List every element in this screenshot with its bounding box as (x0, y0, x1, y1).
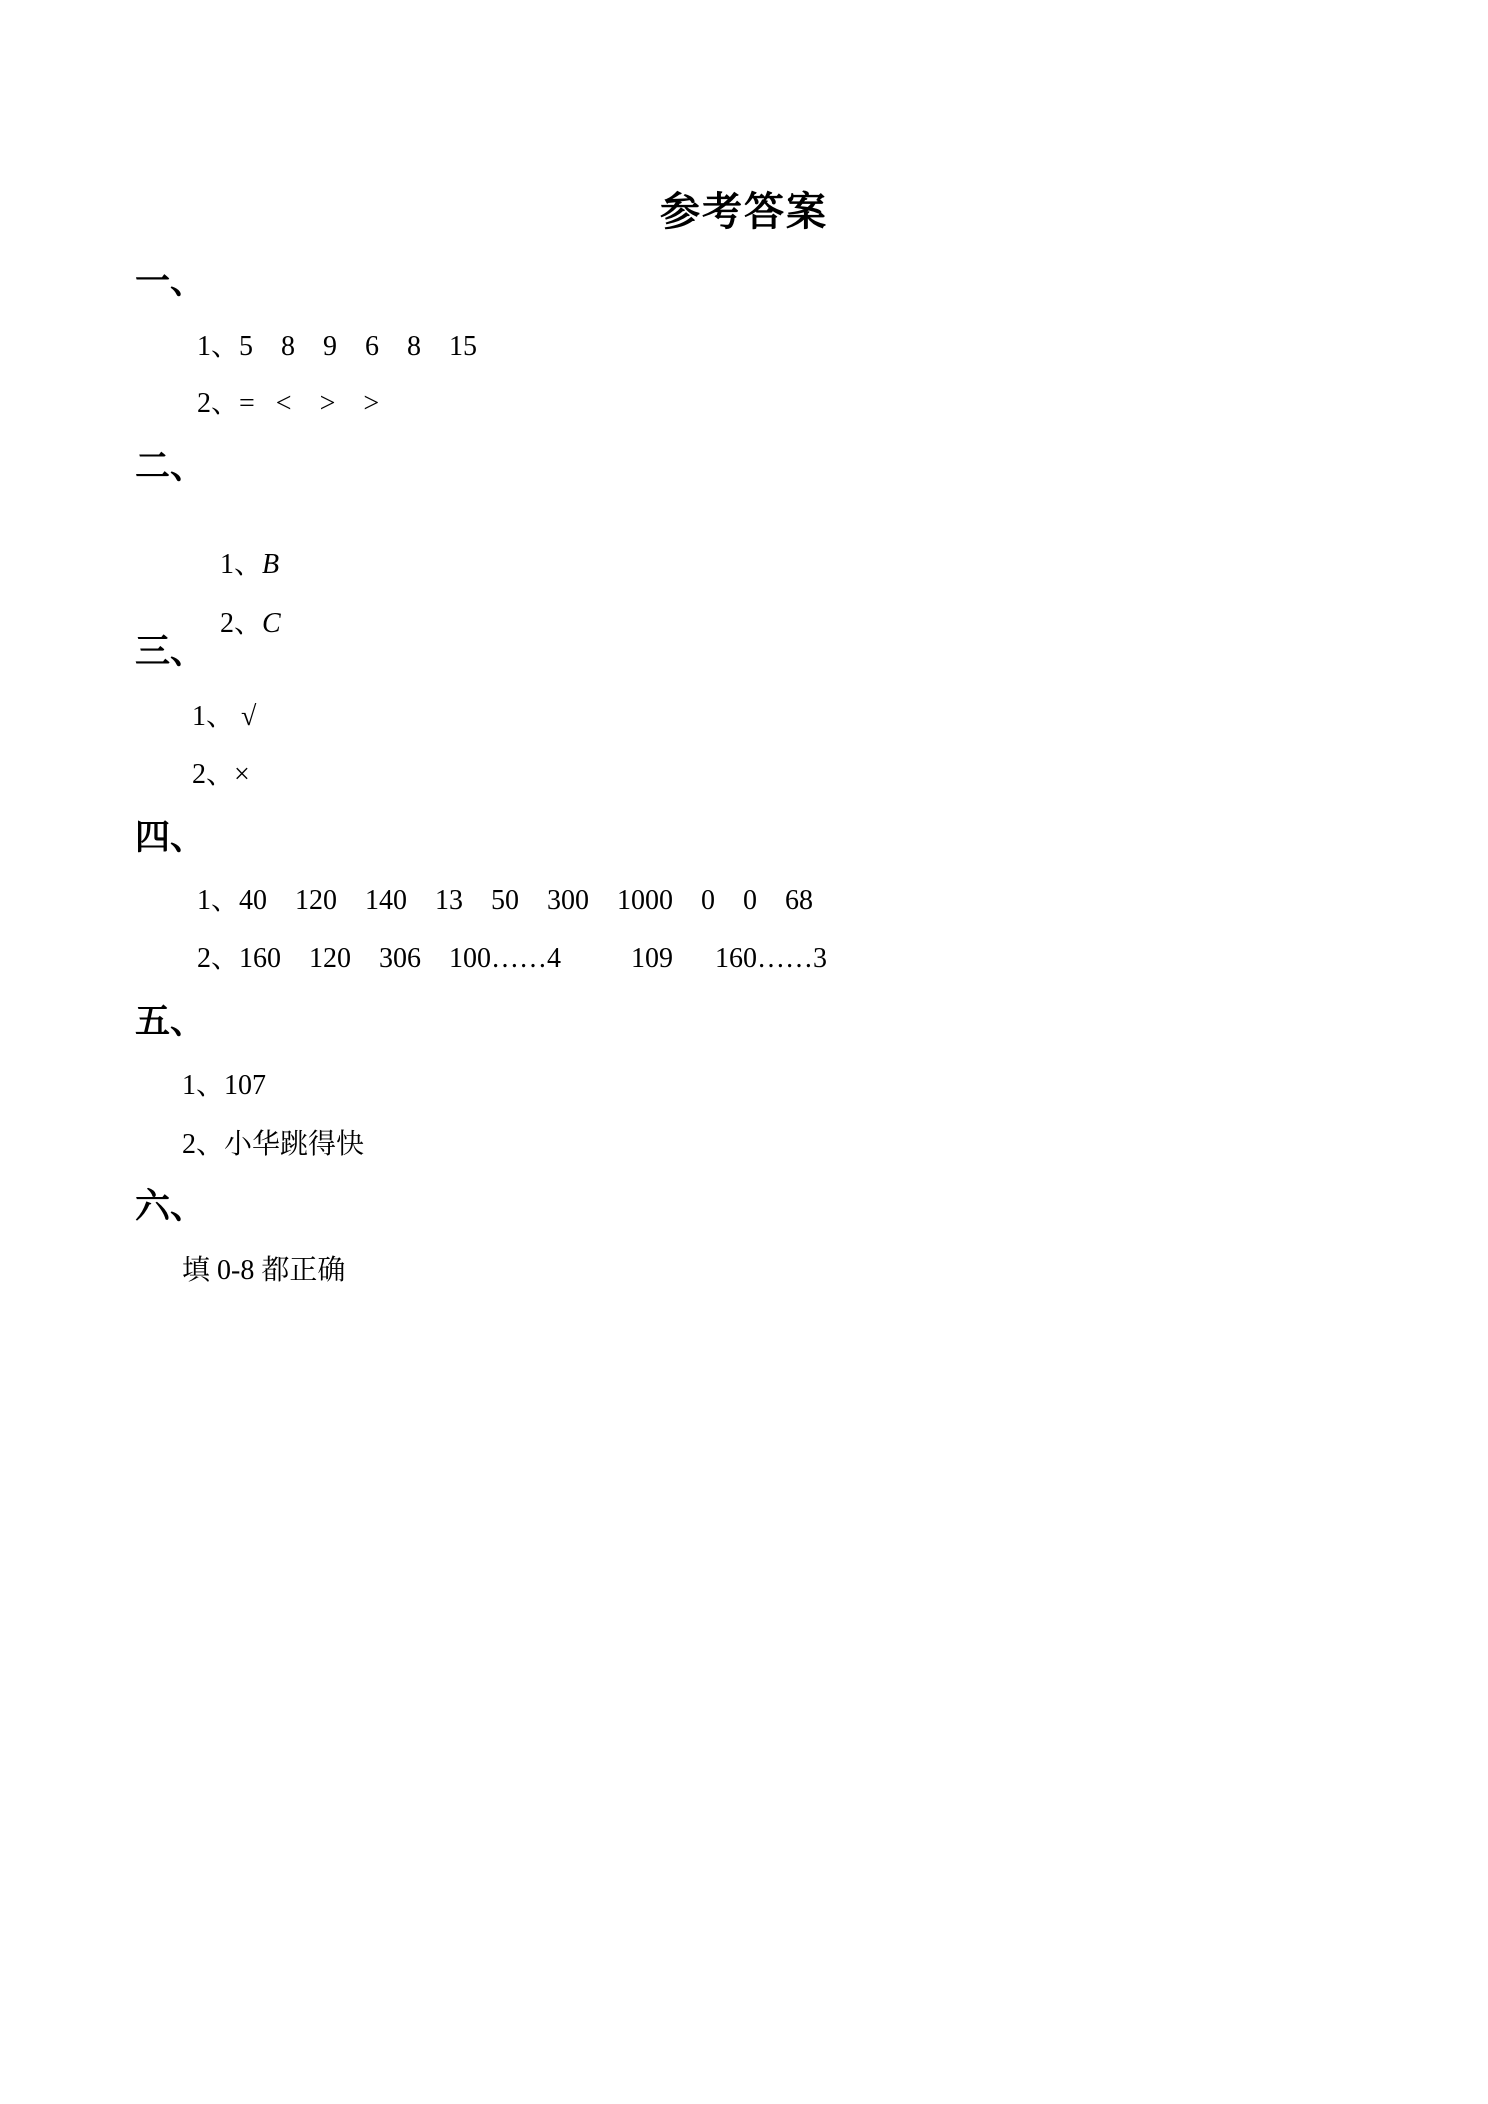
section-heading-6: 六、 (135, 1187, 206, 1227)
answer-1-1: 1、5 8 9 6 8 15 (197, 331, 478, 362)
answer-2-2 (192, 573, 281, 675)
page-title: 参考答案 (660, 189, 828, 235)
answer-2-2-number: 2、 (220, 608, 263, 639)
answer-4-1: 1、40 120 140 13 50 300 1000 0 0 68 (197, 885, 814, 916)
answer-2-1-choice: B (262, 549, 280, 580)
answer-3-1: 1、 √ (192, 701, 257, 732)
answer-5-1: 1、107 (182, 1070, 267, 1101)
answer-1-2: 2、= < > > (197, 388, 380, 419)
answer-2-2-choice: C (262, 608, 281, 639)
section-heading-3: 三、 (135, 632, 206, 672)
answer-4-2: 2、160 120 306 100……4 109 160……3 (197, 943, 828, 974)
answer-5-2: 2、小华跳得快 (182, 1129, 365, 1160)
section-heading-1: 一、 (135, 262, 206, 302)
answer-3-2: 2、× (192, 759, 250, 790)
section-heading-2: 二、 (135, 447, 206, 487)
section-heading-5: 五、 (135, 1002, 206, 1042)
answer-6-1: 填 0-8 都正确 (182, 1255, 346, 1286)
section-heading-4: 四、 (135, 818, 206, 858)
answer-2-1-number: 1、 (220, 549, 263, 580)
